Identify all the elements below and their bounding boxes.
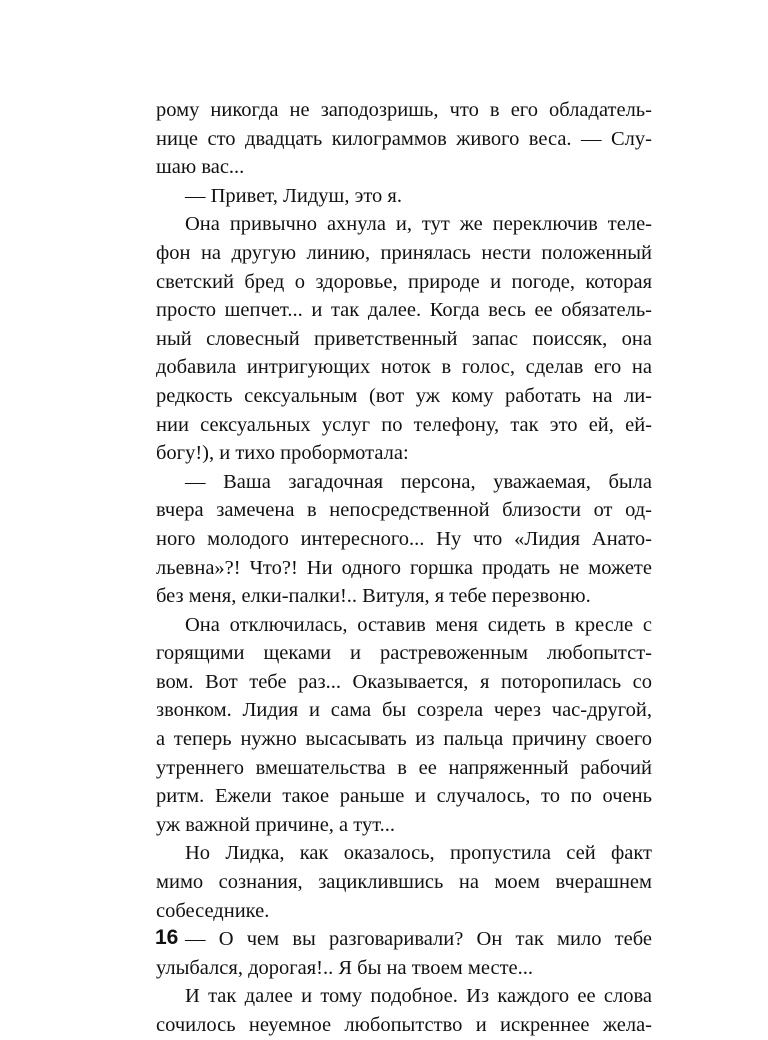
text-line: богу!), и тихо пробормотала: xyxy=(156,442,409,465)
text-line: ного молодого интересного... Ну что «Лидия Анато- xyxy=(156,527,652,550)
text-line: вчера замечена в непосредственной близости от од- xyxy=(156,499,652,522)
text-line: нии сексуальных услуг по телефону, так это ей, ей- xyxy=(156,413,652,436)
text-line: Она привычно ахнула и, тут же переключив теле- xyxy=(185,213,652,236)
text-line: нице сто двадцать килограммов живого веса. — Слу- xyxy=(156,127,652,150)
page-number: 16 xyxy=(155,926,179,949)
text-line: Она отключилась, оставив меня сидеть в кресле с xyxy=(185,613,652,636)
text-line: льевна»?! Что?! Ни одного горшка продать не можете xyxy=(156,556,652,579)
text-line: звонком. Лидия и сама бы созрела через час-другой, xyxy=(156,699,652,722)
text-line: без меня, елки-палки!.. Витуля, я тебе перезвоню. xyxy=(156,585,591,608)
text-line: ный словесный приветственный запас поиссяк, она xyxy=(156,327,652,350)
text-line: Но Лидка, как оказалось, пропустила сей факт xyxy=(185,842,652,865)
text-line: светский бред о здоровье, природе и погоде, которая xyxy=(156,270,652,293)
text-line: шаю вас... xyxy=(156,156,245,179)
text-line: сочилось неуемное любопытство и искреннее жела- xyxy=(156,1014,652,1036)
text-line: ритм. Ежели такое раньше и случалось, то по очень xyxy=(156,785,652,808)
text-line: — Ваша загадочная персона, уважаемая, была xyxy=(185,470,652,493)
text-line: улыбался, дорогая!.. Я бы на твоем месте... xyxy=(156,956,534,979)
text-line: вом. Вот тебе раз... Оказывается, я поторопилась со xyxy=(156,670,652,693)
text-line: просто шепчет... и так далее. Когда весь ее обязатель- xyxy=(156,299,652,322)
text-line: фон на другую линию, принялась нести положенный xyxy=(156,241,652,264)
text-line: рому никогда не заподозришь, что в его обладатель- xyxy=(156,99,652,121)
text-line: И так далее и тому подобное. Из каждого ее слова xyxy=(185,985,652,1008)
text-line: — О чем вы разговаривали? Он так мило тебе xyxy=(185,928,652,951)
text-line: мимо сознания, зациклившись на моем вчерашнем xyxy=(156,871,652,894)
text-line: добавила интригующих ноток в голос, сделав его на xyxy=(156,356,652,379)
text-line: а теперь нужно высасывать из пальца причину своего xyxy=(156,728,652,751)
text-line: горящими щеками и растревоженным любопытст- xyxy=(156,642,652,665)
text-line: редкость сексуальным (вот уж кому работать на ли- xyxy=(156,384,652,407)
text-line: уж важной причине, а тут... xyxy=(156,813,396,836)
text-line: утреннего вмешательства в ее напряженный рабочий xyxy=(156,756,652,779)
text-line: — Привет, Лидуш, это я. xyxy=(185,184,402,207)
text-line: собеседнике. xyxy=(156,899,270,922)
page-body-text xyxy=(156,96,652,1040)
